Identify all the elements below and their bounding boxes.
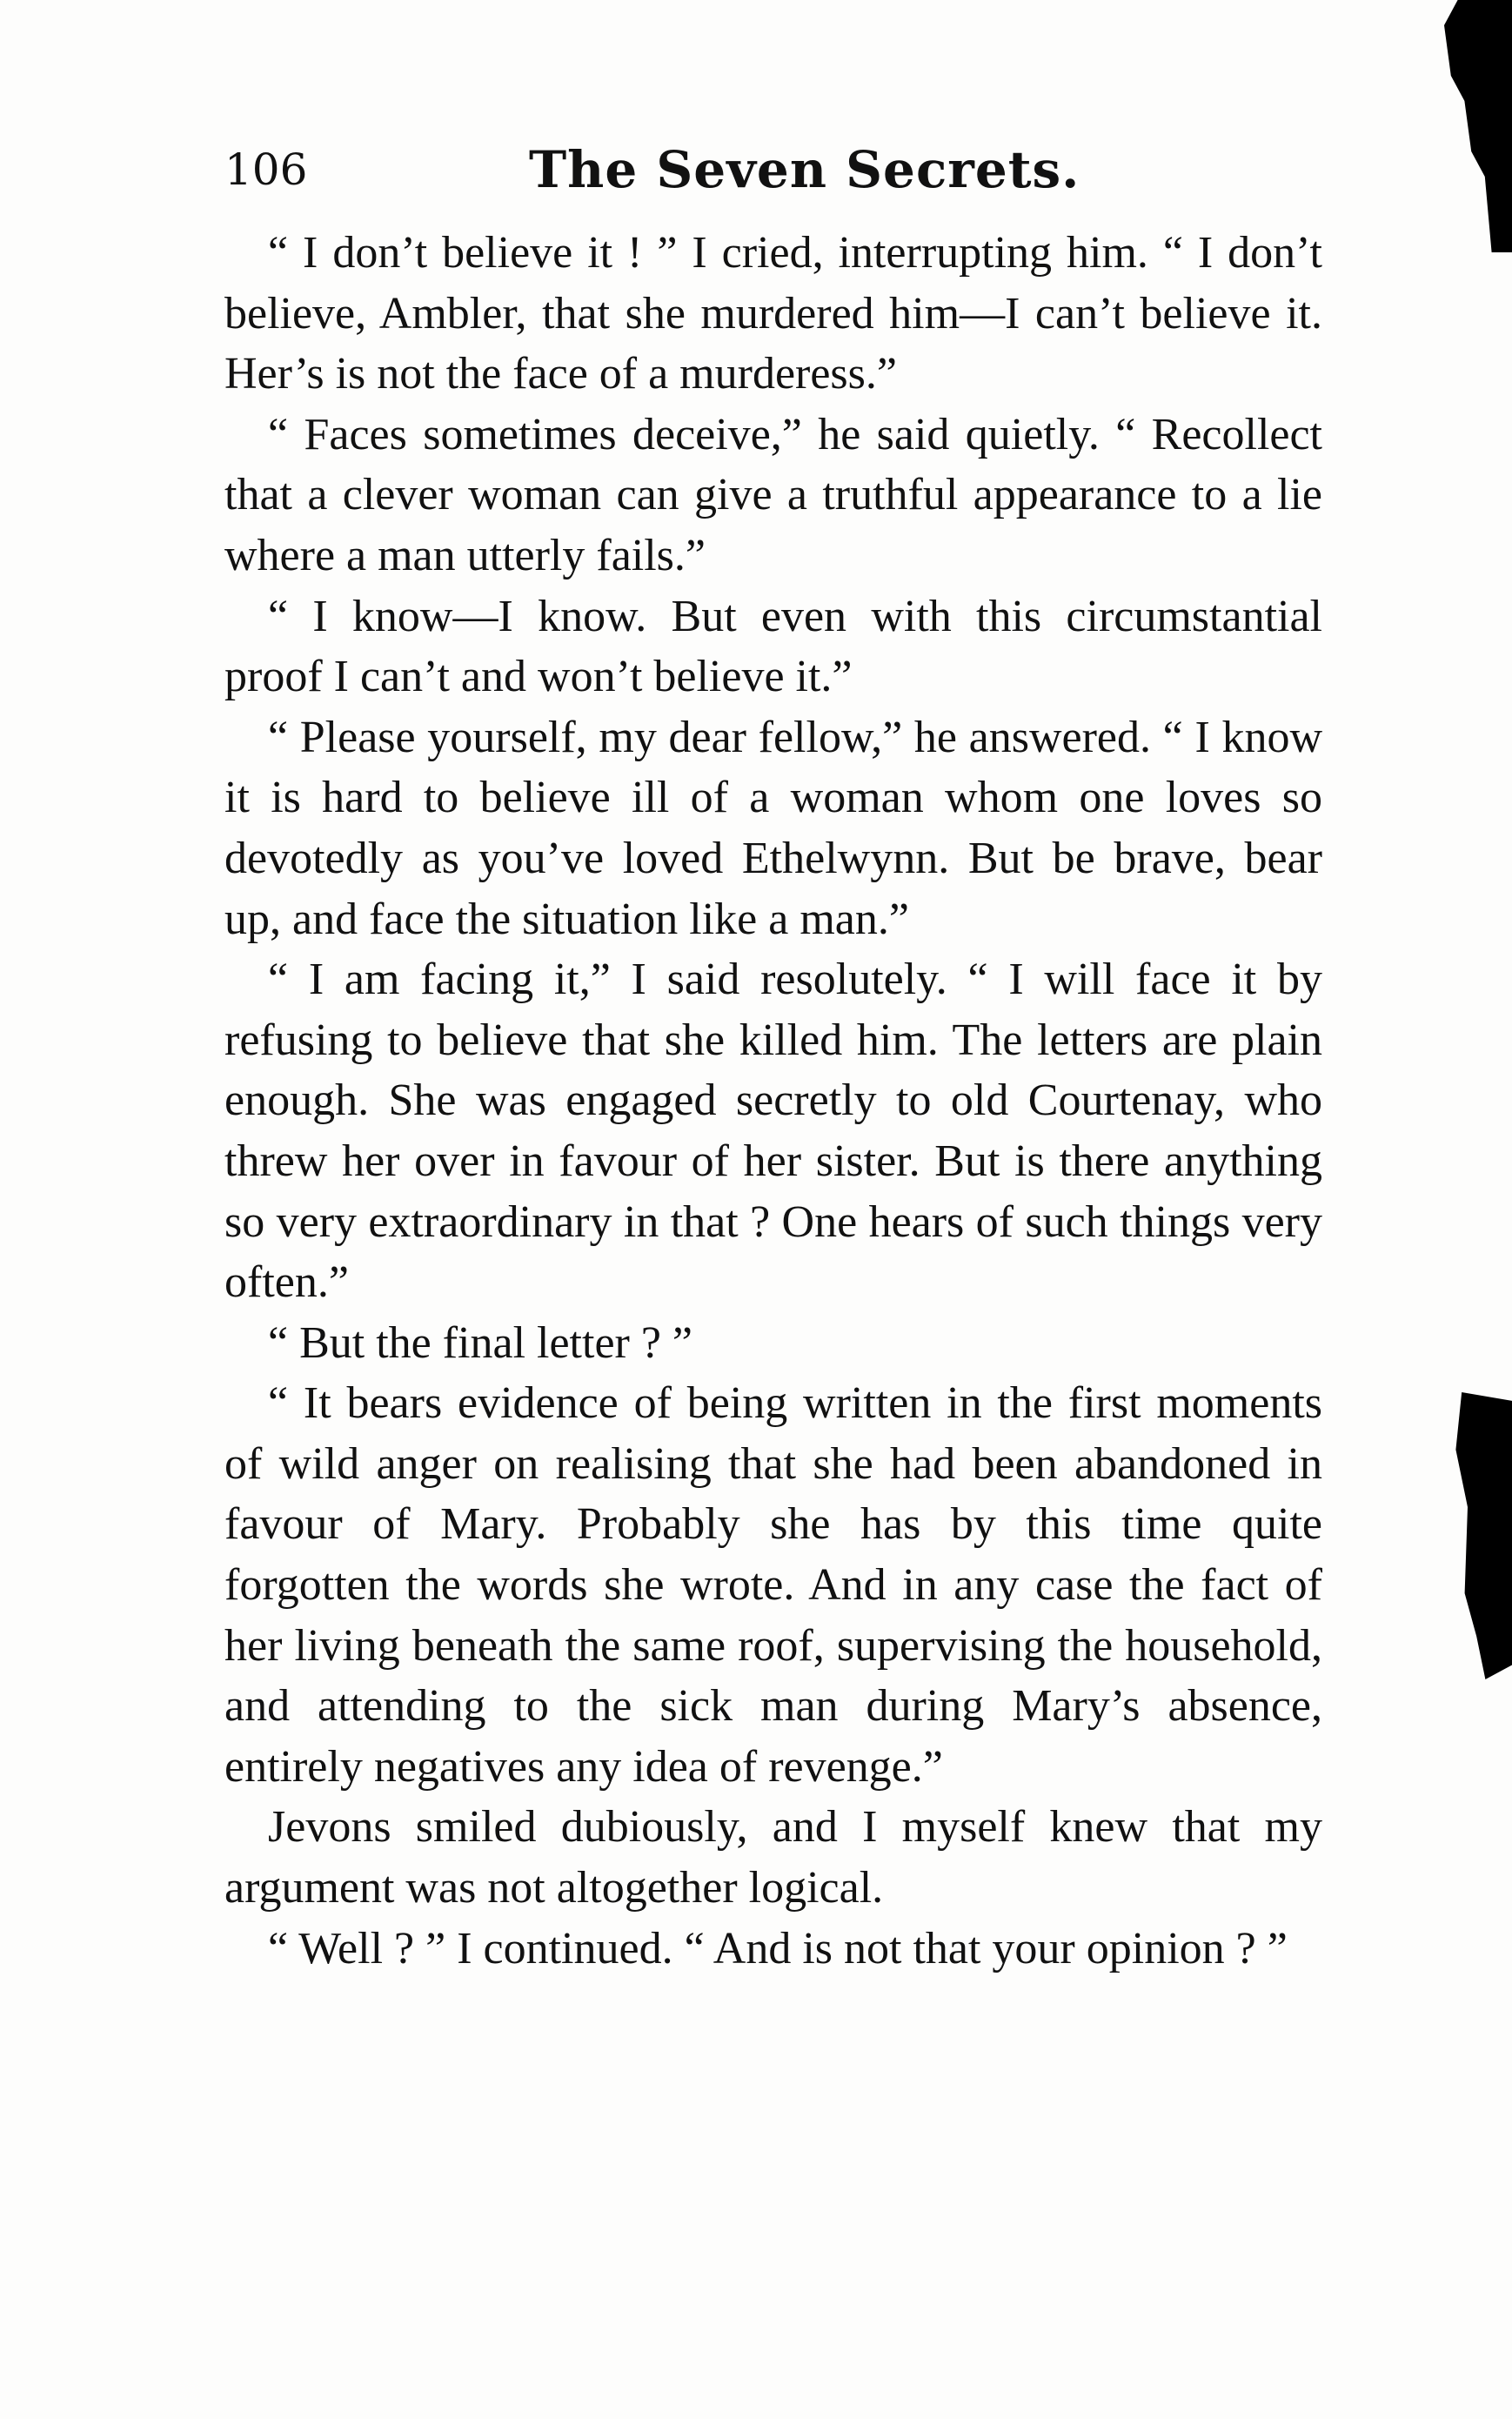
paragraph-8: Jevons smiled dubiously, and I myself knew that my argument was not altogether logical.: [224, 1802, 1322, 1913]
scan-edge-shadow-middle: [1453, 1392, 1512, 1679]
page-header: [224, 131, 1322, 209]
running-title: The Seven Secrets.: [529, 140, 1080, 199]
scan-edge-shadow-top: [1444, 0, 1512, 252]
paragraph-7: “ It bears evidence of being written in the first moments of wild anger on realising that she had been abandoned in favour of Mary. Probably she has by this time quite forgotten the words she wrote. And in any case the fact of her living beneath the same roof, supervising the household, and attending to the sick man during Mary’s absence, entirely negatives any idea of revenge.”: [224, 1378, 1322, 1792]
body-text: [224, 223, 1322, 2137]
paragraph-9: “ Well ? ” I continued. “ And is not that your opinion ? ”: [268, 1923, 1288, 1973]
paragraph-1: “ I don’t believe it ! ” I cried, interrupting him. “ I don’t believe, Ambler, that she murdered him—I can’t believe it. Her’s is not the face of a murderess.”: [224, 228, 1322, 399]
paragraph-6: “ But the final letter ? ”: [268, 1317, 693, 1368]
paragraph-2: “ Faces sometimes deceive,” he said quietly. “ Recollect that a clever woman can give a truthful appearance to a lie where a man utterly fails.”: [224, 409, 1322, 580]
paragraph-4: “ Please yourself, my dear fellow,” he answered. “ I know it is hard to believe ill of a woman whom one loves so devotedly as you’ve loved Ethelwynn. But be brave, bear up, and face the situation like a man.”: [224, 712, 1322, 944]
paragraph-5: “ I am facing it,” I said resolutely. “ I will face it by refusing to believe that she killed him. The letters are plain enough. She was engaged secretly to old Courtenay, who threw her over in favour of her sister. But is there anything so very extraordinary in that ? One hears of such things very often.”: [224, 955, 1322, 1308]
page-number: 106: [224, 144, 308, 195]
paragraph-3: “ I know—I know. But even with this circumstantial proof I can’t and won’t believe it.”: [224, 591, 1322, 702]
